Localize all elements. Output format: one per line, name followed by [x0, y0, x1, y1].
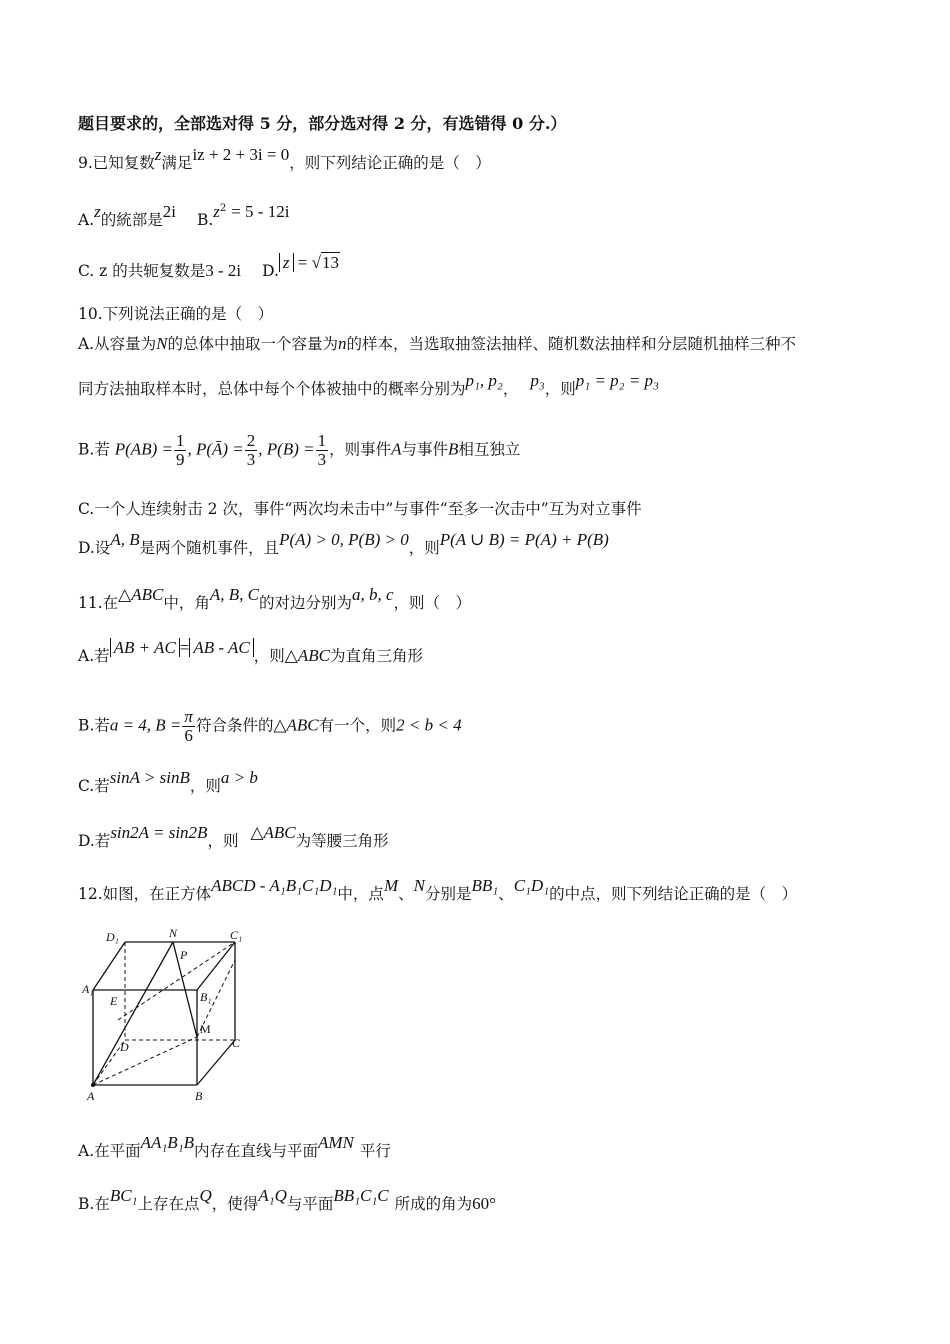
q9-options-cd: C. z 的共轭复数是3 - 2i D. z = √13 — [78, 253, 339, 280]
section-note: 题目要求的，全部选对得 5 分，部分选对得 2 分，有选错得 0 分.） — [78, 114, 567, 133]
q11-option-a: A.若 AB + AC = AB - AC ，则△ABC为直角三角形 — [78, 638, 423, 665]
q11-option-c: C.若sinA > sinB，则a > b — [78, 768, 258, 795]
q9-stem: 9.已知复数z满足iz + 2 + 3i = 0，则下列结论正确的是（ ） — [78, 145, 491, 172]
label-a1: A₁ — [82, 982, 94, 996]
cube-figure — [80, 925, 250, 1105]
line-a-m — [93, 1037, 197, 1085]
q10-option-c: C.一个人连续射击 2 次，事件“两次均未击中”与事件“至多一次击中”互为对立事件 — [78, 500, 642, 518]
label-n: N — [169, 926, 178, 940]
q9-options-ab: A.z的統部是2i $B.z^2 = 5 - 12i$ — [78, 202, 290, 230]
label-m: M — [200, 1022, 211, 1036]
q10-option-a-line1: A.从容量为N的总体中抽取一个容量为n的样本，当选取抽签法抽样、随机数法抽样和分层随机抽样三种不 — [78, 334, 796, 353]
q11-option-b: B.若a = 4, B = $\frac{\pi}{6}$ 符合条件的△ABC有一个，则2 < b < 4 — [78, 707, 462, 745]
label-a: A — [87, 1089, 95, 1103]
q12-stem: 12.如图，在正方体ABCD - A₁B₁C₁D₁中，点M、N分别是BB₁、C₁D₁的中点，则下列结论正确的是（ ） — [78, 876, 798, 903]
label-d1: D₁ — [106, 930, 119, 944]
line-a-n — [93, 942, 173, 1085]
q11-stem: 11.在△ABC中，角A, B, C的对边分别为a, b, c，则（ ） — [78, 585, 472, 612]
label-b1: B₁ — [200, 990, 212, 1004]
edge-b1-c1 — [197, 942, 235, 990]
q10-option-a-line2: 同方法抽取样本时，总体中每个个体被抽中的概率分别为p₁, p₂， p₃，则p₁ = p₂ = p₃ — [78, 371, 659, 398]
q10-stem: 10.下列说法正确的是（ ） — [78, 305, 274, 323]
q11-option-d: D.若sin2A = sin2B，则 △ABC为等腰三角形 — [78, 823, 389, 850]
label-e: E — [110, 994, 118, 1008]
label-c: C — [232, 1036, 241, 1050]
edge-b-c — [197, 1040, 235, 1085]
q10-option-b: B.若 P(AB) = $\frac{1}{9}$ , P(Ā) = $\frac{2}{3}$ , P(B) = $\frac{1}{3}$ ，则事件A与事件B相互独立 — [78, 431, 521, 469]
label-c1: C₁ — [230, 928, 243, 942]
edge-a1-d1 — [93, 942, 125, 990]
q10-option-d: D.设A, B是两个随机事件，且P(A) > 0, P(B) > 0，则P(A ∪ B) = P(A) + P(B) — [78, 530, 609, 557]
q12-option-a: A.在平面AA₁B₁B内存在直线与平面AMN 平行 — [78, 1133, 391, 1160]
label-p: P — [180, 948, 188, 962]
label-b: B — [195, 1089, 203, 1103]
vertex-a — [91, 1083, 95, 1087]
q12-option-b: B.在BC₁上存在点Q，使得A₁Q与平面BB₁C₁C 所成的角为60° — [78, 1186, 496, 1213]
label-d: D — [120, 1040, 129, 1054]
